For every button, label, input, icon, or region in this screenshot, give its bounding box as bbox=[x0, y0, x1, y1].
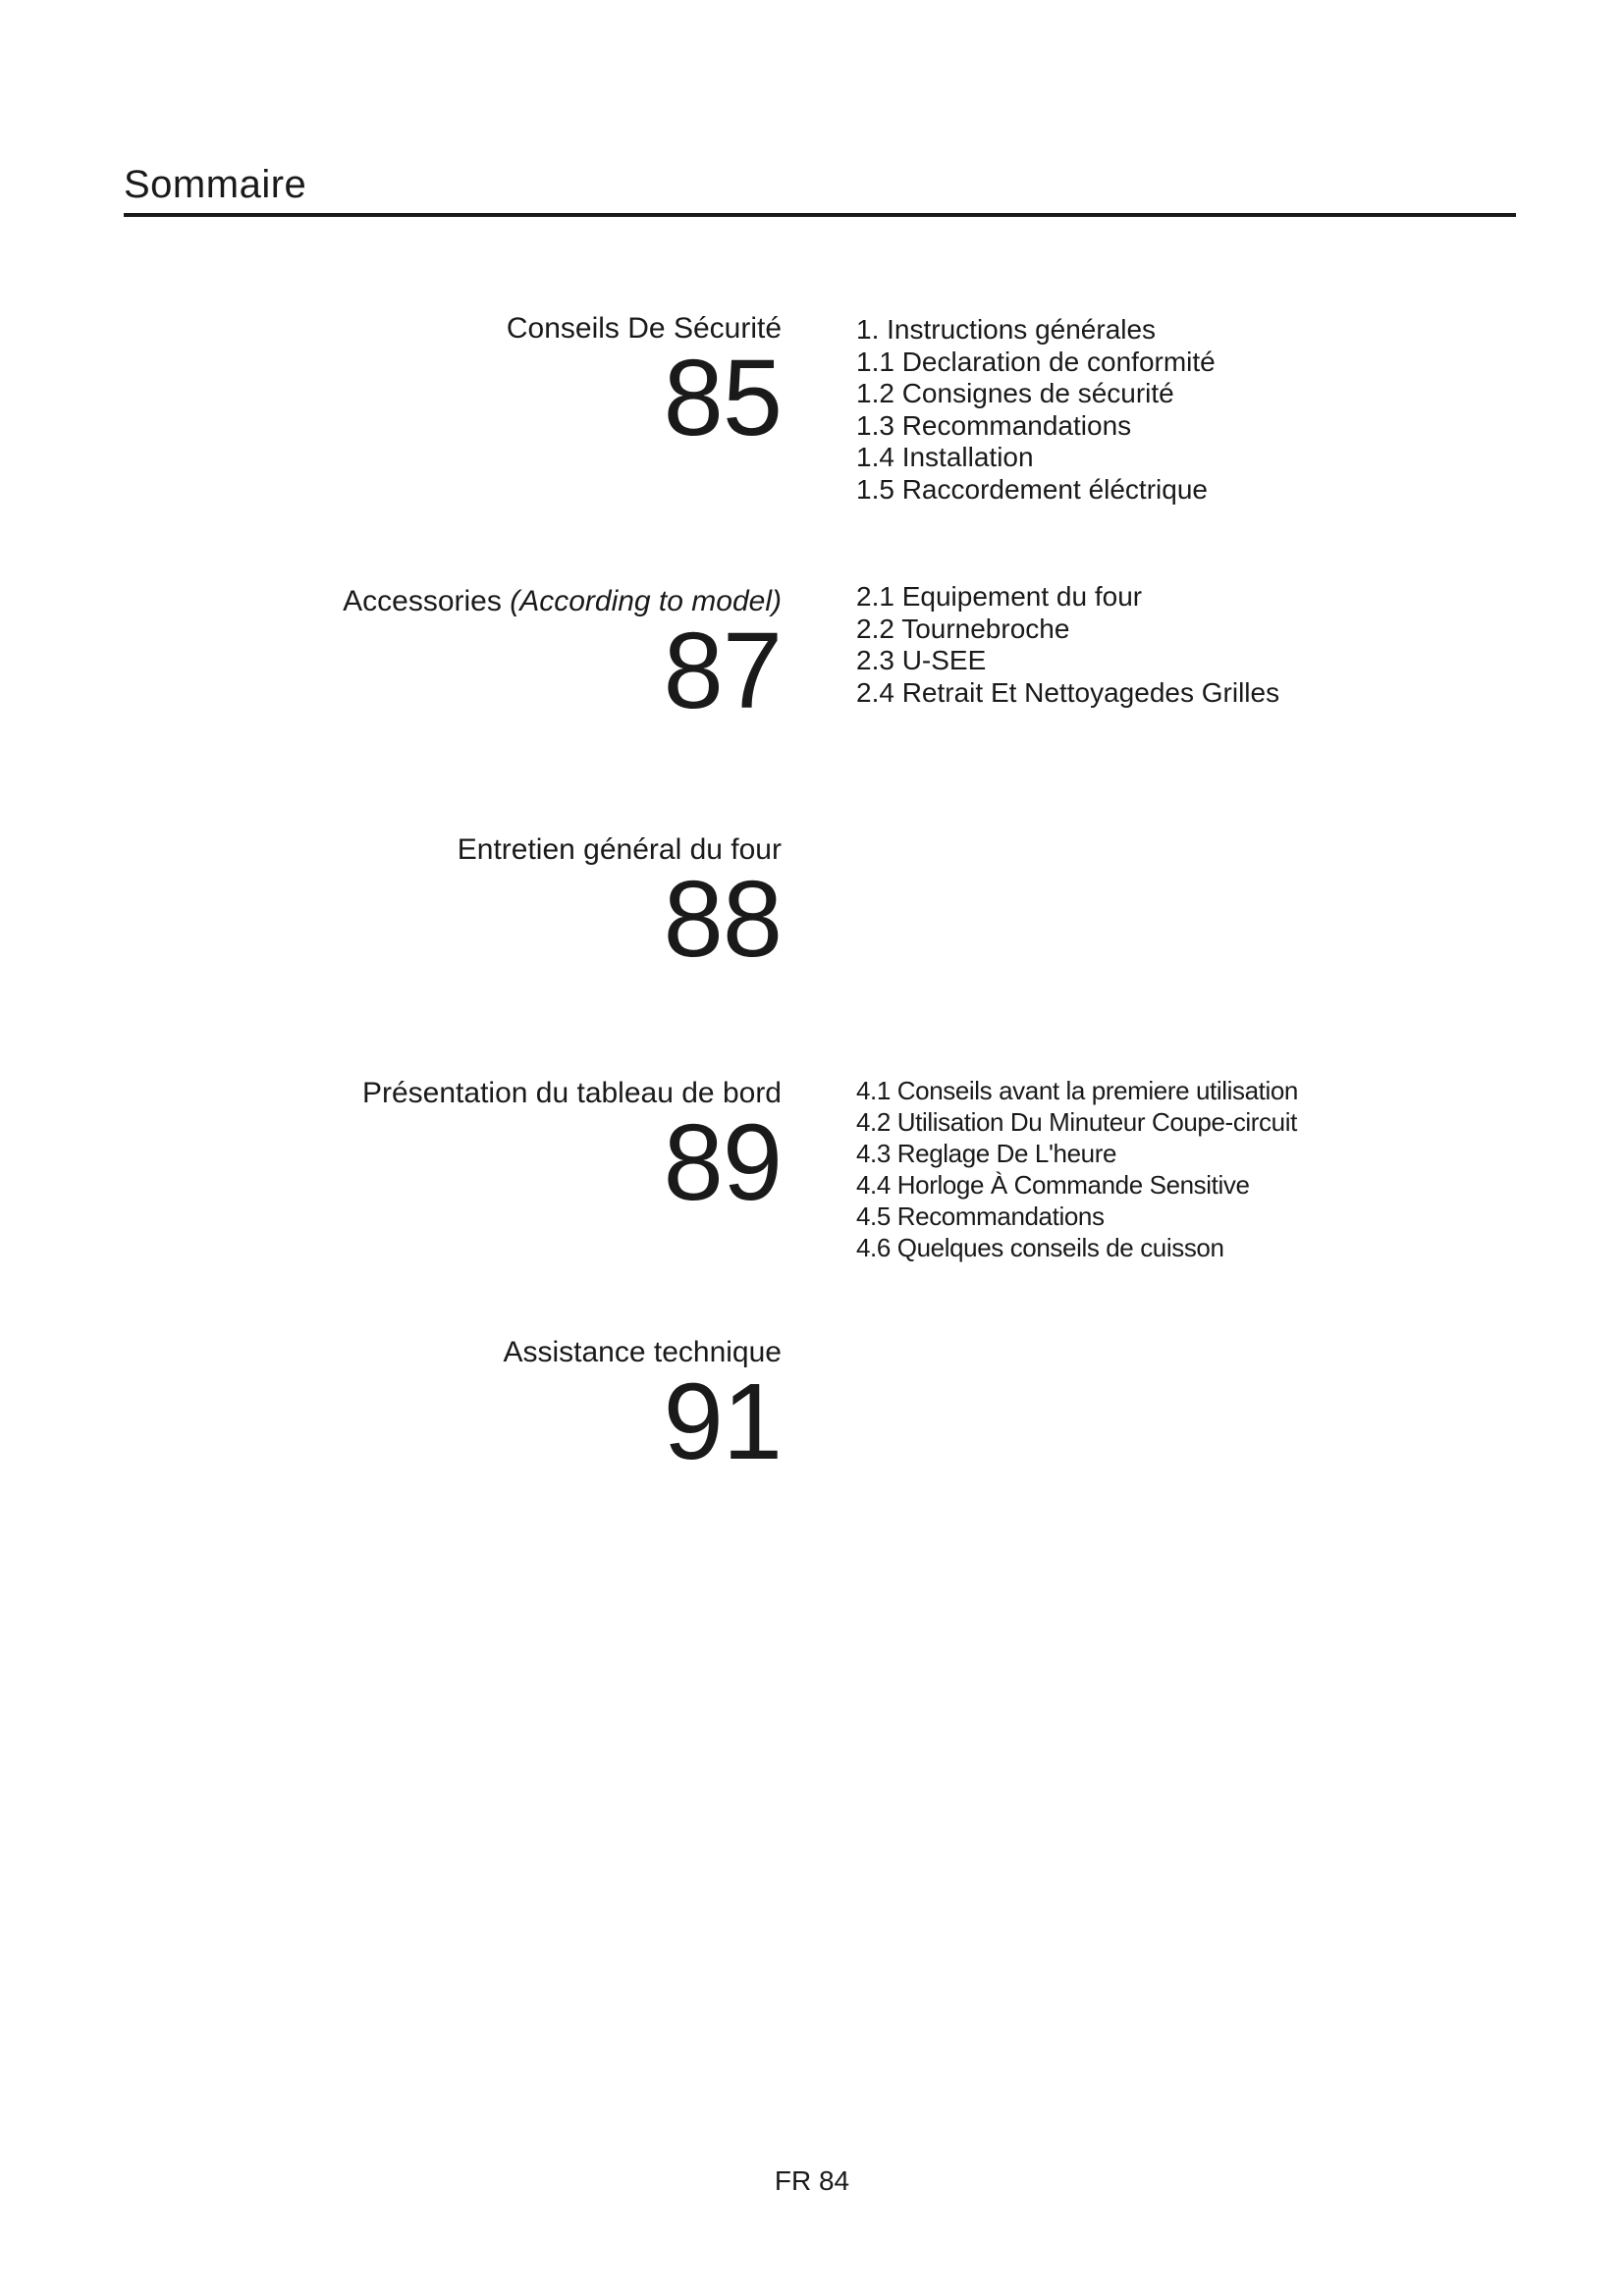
section-heading bbox=[457, 833, 782, 980]
section-title: Conseils De Sécurité bbox=[506, 312, 782, 345]
section-items bbox=[856, 1075, 1298, 1263]
page-title: Sommaire bbox=[124, 163, 307, 206]
section-title: Entretien général du four bbox=[457, 833, 782, 866]
section-page-number: 87 bbox=[663, 611, 782, 731]
toc-item: 1.3 Recommandations bbox=[856, 409, 1132, 441]
section-items bbox=[856, 314, 1216, 506]
section-page-number: 91 bbox=[663, 1362, 782, 1482]
section-heading bbox=[503, 1336, 782, 1482]
section-heading bbox=[343, 585, 782, 731]
section-title: Présentation du tableau de bord bbox=[362, 1077, 782, 1109]
toc-item: 1.2 Consignes de sécurité bbox=[856, 378, 1174, 408]
section-title-note: (According to model) bbox=[510, 585, 782, 617]
page-footer-number: FR 84 bbox=[774, 2165, 850, 2196]
toc-item: 2.1 Equipement du four bbox=[856, 581, 1143, 612]
section-heading bbox=[506, 312, 782, 458]
title-divider bbox=[124, 213, 1516, 217]
toc-item: 2.3 U-SEE bbox=[856, 645, 987, 675]
section-items bbox=[856, 581, 1279, 709]
toc-item: 1. Instructions générales bbox=[856, 314, 1157, 345]
toc-item: 4.1 Conseils avant la premiere utilisation bbox=[856, 1076, 1298, 1105]
section-page-number: 88 bbox=[663, 859, 782, 980]
section-page-number: 89 bbox=[663, 1102, 782, 1223]
toc-item: 4.2 Utilisation Du Minuteur Coupe-circuit bbox=[856, 1107, 1297, 1137]
toc-item: 4.4 Horloge À Commande Sensitive bbox=[856, 1170, 1250, 1200]
section-page-number: 85 bbox=[663, 338, 782, 458]
section-heading bbox=[362, 1077, 782, 1223]
section-title-main: Accessories bbox=[343, 585, 502, 617]
toc-item: 1.4 Installation bbox=[856, 442, 1034, 472]
toc-item: 1.5 Raccordement éléctrique bbox=[856, 473, 1208, 505]
toc-item: 4.3 Reglage De L'heure bbox=[856, 1139, 1117, 1168]
toc-item: 1.1 Declaration de conformité bbox=[856, 346, 1216, 377]
section-title: Assistance technique bbox=[503, 1336, 782, 1368]
toc-item: 4.6 Quelques conseils de cuisson bbox=[856, 1233, 1224, 1262]
toc-item: 2.4 Retrait Et Nettoyagedes Grilles bbox=[856, 676, 1280, 708]
toc-item: 2.2 Tournebroche bbox=[856, 613, 1070, 644]
toc-item: 4.5 Recommandations bbox=[856, 1201, 1105, 1231]
